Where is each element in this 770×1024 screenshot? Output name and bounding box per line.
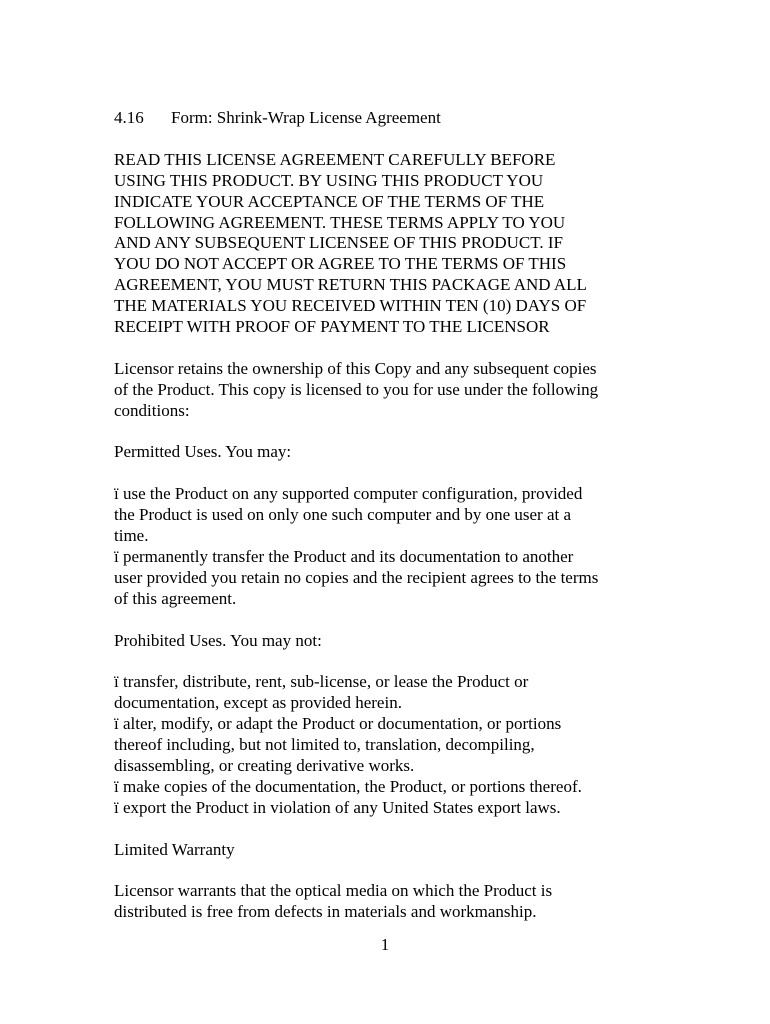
prohibited-use-item: ï export the Product in violation of any United States export laws. xyxy=(114,797,561,817)
prohibited-use-item: ï transfer, distribute, rent, sub-license, or lease the Product or documentation, except as provided herein. xyxy=(114,672,529,713)
section-heading xyxy=(114,108,674,129)
permitted-use-item: ï use the Product on any supported computer configuration, provided the Product is used on only one such computer and by one user at a time. xyxy=(114,484,583,546)
prohibited-uses-heading: Prohibited Uses. You may not: xyxy=(114,630,322,650)
permitted-use-item: ï permanently transfer the Product and its documentation to another user provided you retain no copies and the recipient agrees to the terms of this agreement. xyxy=(114,546,599,608)
page-number: 1 xyxy=(380,935,390,954)
prohibited-use-item: ï make copies of the documentation, the Product, or portions thereof. xyxy=(114,776,582,796)
section-number: 4.16 xyxy=(114,108,144,127)
permitted-uses-heading: Permitted Uses. You may: xyxy=(114,442,292,462)
prohibited-use-item: ï alter, modify, or adapt the Product or documentation, or portions thereof including, but not limited to, translation, decompiling, disassembling, or creating derivative works. xyxy=(114,714,562,775)
ownership-paragraph: Licensor retains the ownership of this Copy and any subsequent copies of the Product. This copy is licensed to you for use under the following conditions: xyxy=(114,358,599,420)
section-title: Form: Shrink-Wrap License Agreement xyxy=(171,108,441,127)
license-notice: READ THIS LICENSE AGREEMENT CAREFULLY BEFORE USING THIS PRODUCT. BY USING THIS PRODUCT YOU INDICATE YOUR ACCEPTANCE OF THE TERMS OF THE FOLLOWING AGREEMENT. THESE TERMS APPLY TO YOU AND ANY SUBSEQUENT LICENSEE OF THIS PRODUCT. IF YOU DO NOT ACCEPT OR AGREE TO THE TERMS OF THIS AGREEMENT, YOU MUST RETURN THIS PACKAGE AND ALL THE MATERIALS YOU RECEIVED WITHIN TEN (10) DAYS OF RECEIPT WITH PROOF OF PAYMENT TO THE LICENSOR xyxy=(114,149,587,337)
limited-warranty-heading: Limited Warranty xyxy=(114,839,235,859)
limited-warranty-text: Licensor warrants that the optical media on which the Product is distributed is free from defects in materials and workmanship. xyxy=(114,881,553,922)
document-body xyxy=(114,108,674,923)
